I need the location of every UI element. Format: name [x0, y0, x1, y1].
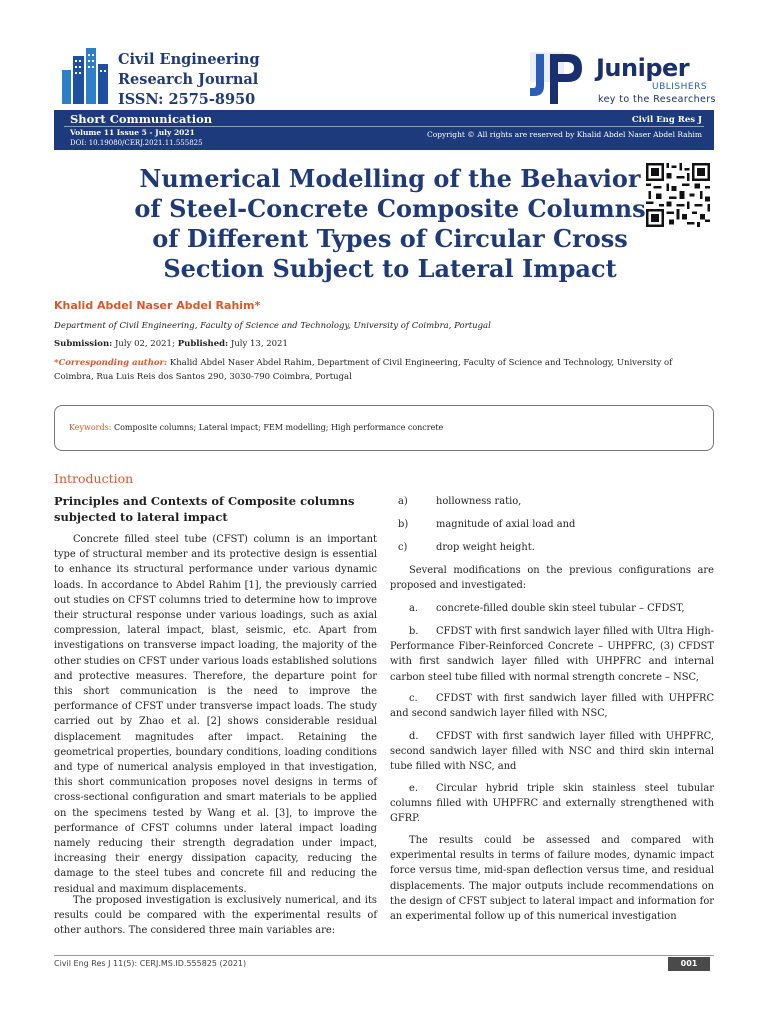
article-info-band — [54, 110, 714, 150]
list-marker: e. — [409, 783, 418, 794]
modification-item — [390, 729, 714, 775]
modification-item — [390, 601, 714, 616]
paragraph-4: The results could be assessed and compared with experimental results in terms of failure modes, dynamic impact force versus time, mid-span deflection versus time, and residual displacements. The major outputs include recommendations on the design of CFST subject to lateral impact and information for an experimental follow up of this numerical investigation — [390, 835, 714, 923]
qr-code-icon[interactable] — [646, 163, 710, 227]
list-text: magnitude of axial load and — [436, 519, 576, 530]
variable-item — [390, 540, 714, 555]
modification-item — [390, 781, 714, 827]
list-marker: a. — [409, 603, 419, 614]
journal-logo — [60, 44, 110, 104]
list-text: concrete-filled double skin steel tubular – CFDST, — [436, 603, 685, 614]
journal-name-line1: Civil Engineering — [118, 51, 260, 68]
article-title: Numerical Modelling of the Behavior of Steel-Concrete Composite Columns of Different Types of Circular Cross Section Subject to Lateral Impact — [134, 164, 646, 283]
keywords — [69, 423, 443, 432]
keywords-box — [54, 405, 714, 451]
publisher-name — [596, 54, 689, 82]
published-date: July 13, 2021 — [228, 339, 288, 349]
journal-name — [118, 50, 260, 110]
section-heading-introduction: Introduction — [54, 471, 134, 486]
list-text: hollowness ratio, — [436, 496, 522, 507]
submission-date: July 02, 2021; — [112, 339, 175, 349]
list-marker: b) — [398, 519, 409, 530]
keywords-text: Composite columns; Lateral impact; FEM modelling; High performance concrete — [111, 423, 444, 432]
publisher-subtitle: UBLISHERS — [652, 82, 708, 92]
list-text: Circular hybrid triple skin stainless steel tubular columns filled with UHPFRC and externally strengthened with GFRP. — [390, 783, 714, 825]
list-marker: a) — [398, 496, 408, 507]
list-text: drop weight height. — [436, 542, 535, 553]
list-marker: b. — [409, 626, 419, 637]
footer-citation: Civil Eng Res J 11(5): CERJ.MS.ID.555825 (2021) — [54, 959, 247, 968]
modification-item — [390, 691, 714, 721]
published-label: Published: — [174, 339, 229, 349]
page-number: 001 — [668, 957, 710, 971]
issn: ISSN: 2575-8950 — [118, 91, 256, 108]
paragraph-2: The proposed investigation is exclusively numerical, and its results could be compared with the experimental results of other authors. The considered three main variables are: — [54, 895, 377, 937]
corresponding-text: Khalid Abdel Naser Abdel Rahim, Department of Civil Engineering, Faculty of Science and Technology, University of Coimbra, Rua Luis Reis dos Santos 290, 3030-790 Coimbra, Portugal — [54, 358, 673, 382]
doi-link[interactable]: DOI: 10.19080/CERJ.2021.11.555825 — [70, 139, 203, 147]
publisher-tagline: key to the Researchers — [598, 94, 716, 105]
list-marker: c) — [398, 542, 408, 553]
list-text: CFDST with first sandwich layer filled with UHPFRC and second sandwich layer filled with NSC, — [390, 693, 714, 720]
copyright-notice: Copyright © All rights are reserved by Khalid Abdel Naser Abdel Rahim — [427, 130, 702, 139]
article-type: Short Communication — [70, 112, 213, 126]
paragraph-1: Concrete filled steel tube (CFST) column is an important type of structural member and its protective design is essential to enhance its structural performance under various dynamic loads. In accordance to Abdel Rahim [1], the previously carried out studies on CFST columns tried to determine how to improve their structural response under various loadings, such as axial compression, lateral impact, blast, seismic, etc. Apart from investigations on transverse impact loading, the majority of the other studies on CFST under various loads established solutions and protective measures. Therefore, the departure point for this short communication is the need to improve the performance of CFST under transverse impact loads. The study carried out by Zhao et al. [2] shows considerable residual displacement magnitudes after impact. Retaining the geometrical properties, boundary conditions, loading conditions and type of numerical analysis employed in that investigation, this short communication proposes novel designs in terms of cross-sectional configuration and smart materials to be applied on the specimens tested by Wang et al. [3], to improve the performance of CFST columns under lateral impact loading namely reducing their strength degradation under impact, increasing their energy dissipation capacity, reducing the damage to the steel tubes and concrete fill and reducing the residual and maximum displacements. — [54, 534, 377, 895]
subsection-heading: Principles and Contexts of Composite columns subjected to lateral impact — [54, 494, 355, 524]
modification-item — [390, 624, 714, 685]
footer-divider — [54, 955, 714, 956]
article-dates — [54, 339, 288, 349]
author-name: Khalid Abdel Naser Abdel Rahim* — [54, 299, 261, 312]
jp-mark-icon — [524, 50, 588, 106]
list-text: CFDST with first sandwich layer filled with Ultra High-Performance Fiber-Reinforced Concrete – UHPFRC, (3) CFDST with first sandwich layer filled with UHPFRC and internal carbon steel tube filled with normal strength concrete – NSC, — [390, 626, 714, 683]
volume-info: Volume 11 Issue 5 - July 2021 — [70, 128, 195, 137]
band-divider — [64, 126, 704, 127]
submission-label: Submission: — [54, 339, 113, 349]
author-affiliation: Department of Civil Engineering, Faculty of Science and Technology, University of Coimbra, Portugal — [54, 321, 491, 331]
journal-abbreviation: Civil Eng Res J — [631, 115, 702, 125]
paragraph-3: Several modifications on the previous configurations are proposed and investigated: — [390, 565, 714, 592]
journal-name-line2: Research Journal — [118, 71, 259, 88]
corresponding-author — [54, 356, 714, 384]
publisher-name-part-a: Juni — [596, 54, 646, 82]
corresponding-label: *Corresponding author: — [54, 358, 168, 368]
variable-item — [390, 517, 714, 532]
list-text: CFDST with first sandwich layer filled with UHPFRC, second sandwich layer filled with NSC and third skin internal tube filled with NSC, and — [390, 731, 714, 773]
variable-item — [390, 494, 714, 509]
publisher-name-part-b: per — [645, 54, 690, 82]
publisher-logo — [524, 50, 724, 106]
list-marker: c. — [409, 693, 418, 704]
keywords-label: Keywords: — [69, 423, 112, 432]
list-marker: d. — [409, 731, 419, 742]
